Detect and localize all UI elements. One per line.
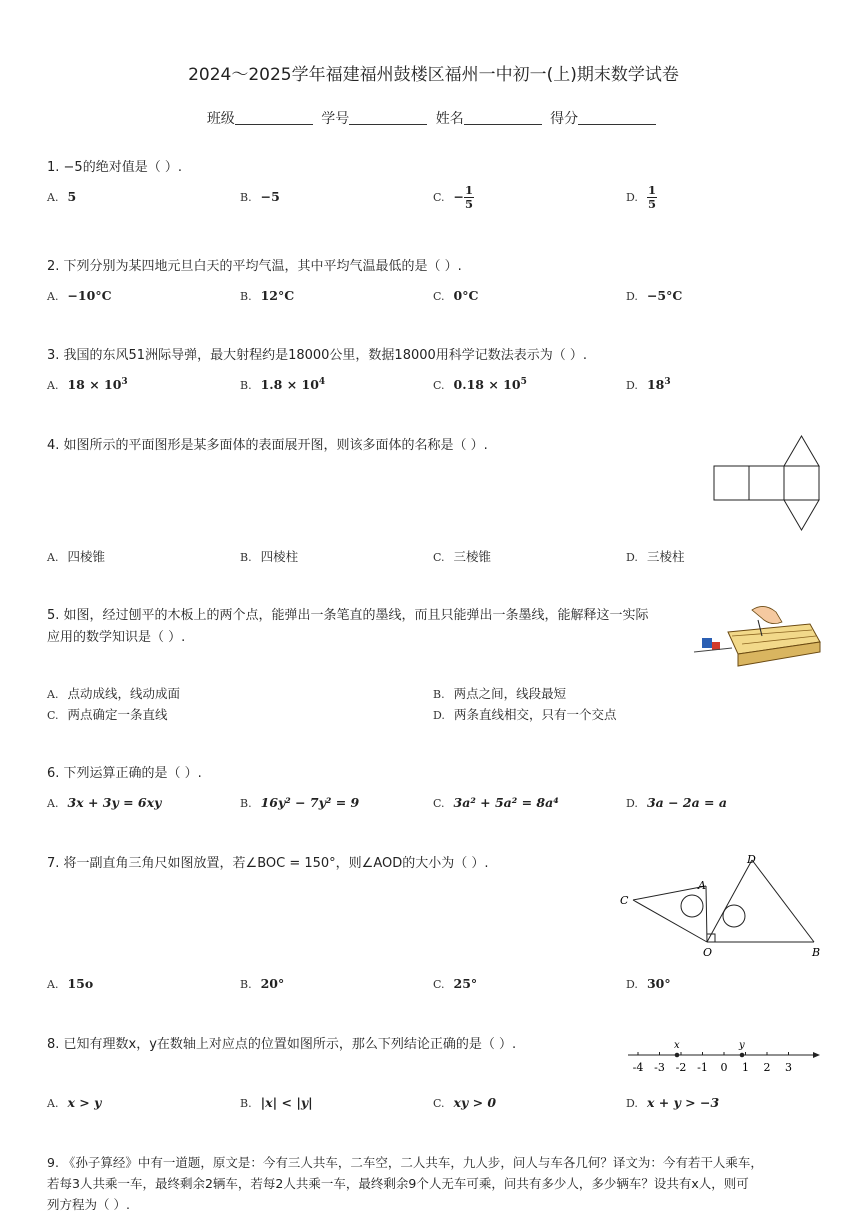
q5-option-a[interactable]: A. 点动成线，线动成面 xyxy=(47,686,180,701)
q1-option-d[interactable]: D. $\frac{1}{5}$ xyxy=(626,183,656,211)
tick-label: 2 xyxy=(763,1061,771,1074)
net-face-2 xyxy=(749,466,784,500)
q6-option-d[interactable]: D. 3a − 2a = a xyxy=(626,795,727,810)
id-label: 学号 xyxy=(321,111,350,127)
q4-stem: 4. 如图所示的平面图形是某多面体的表面展开图，则该多面体的名称是（ ）. xyxy=(47,438,488,453)
q8-option-c[interactable]: C. xy > 0 xyxy=(433,1095,497,1110)
student-info xyxy=(0,108,867,128)
label-b: B xyxy=(812,946,821,959)
q6-option-a[interactable]: A. 3x + 3y = 6xy xyxy=(47,795,162,810)
point-x xyxy=(675,1053,680,1058)
tick-label: 3 xyxy=(785,1061,792,1074)
q9-stem-line1: 9. 《孙子算经》中有一道题，原文是：今有三人共车，二车空，二人共车，九人步，问人与车各几何？译文为：今有若干人乘车， xyxy=(47,1155,763,1170)
q7-option-a[interactable]: A. 15o xyxy=(47,976,94,991)
q2-option-c[interactable]: C. 0°C xyxy=(433,288,479,303)
q1-option-c[interactable]: C. − $\frac{1}{5}$ xyxy=(433,183,474,211)
id-blank[interactable] xyxy=(349,110,427,125)
tick-label: 0 xyxy=(720,1061,728,1074)
q2-option-a[interactable]: A. −10°C xyxy=(47,288,112,303)
q6-option-c[interactable]: C. 3a² + 5a² = 8a⁴ xyxy=(433,795,559,810)
q3-option-d[interactable]: D. $18^3$ xyxy=(626,377,671,393)
tick-label: -4 xyxy=(632,1061,644,1074)
label-a: A xyxy=(698,879,706,892)
exam-title: 2024～2025学年福建福州鼓楼区福州一中初一(上)期末数学试卷 xyxy=(188,65,679,85)
q8-number-line-figure xyxy=(624,1036,824,1076)
q2-stem: 2. 下列分别为某四地元旦白天的平均气温，其中平均气温最低的是（ ）. xyxy=(47,259,462,274)
name-label: 姓名 xyxy=(435,111,464,127)
q3-stem: 3. 我国的东风51洲际导弹，最大射程约是18000公里，数据18000用科学记数法表示为（ ）. xyxy=(47,348,588,363)
q5-stem-line2: 应用的数学知识是（ ）. xyxy=(47,630,186,645)
label-o: O xyxy=(703,946,713,959)
q3-option-a[interactable]: A. $18 \times 10^3$ xyxy=(47,377,128,393)
q4-net-figure xyxy=(708,432,828,536)
q1-option-a[interactable]: A. 5 xyxy=(47,189,77,204)
net-bottom-triangle xyxy=(784,500,819,530)
class-label: 班级 xyxy=(206,111,235,127)
q5-wood-board-illustration xyxy=(692,602,826,668)
q8-option-a[interactable]: A. x > y xyxy=(47,1095,102,1110)
q5-option-c[interactable]: C. 两点确定一条直线 xyxy=(47,707,168,722)
q8-stem: 8. 已知有理数x，y在数轴上对应点的位置如图所示，那么下列结论正确的是（ ）. xyxy=(47,1037,517,1052)
q5-stem-line1: 5. 如图，经过刨平的木板上的两个点，能弹出一条笔直的墨线，而且只能弹出一条墨线，能解释这一实际 xyxy=(47,608,649,623)
q7-triangle-rulers-figure xyxy=(616,850,826,962)
score-label: 得分 xyxy=(550,111,579,127)
q6-option-b[interactable]: B. 16y² − 7y² = 9 xyxy=(240,795,360,810)
q2-option-d[interactable]: D. −5°C xyxy=(626,288,683,303)
label-c: C xyxy=(620,894,629,907)
q9-stem-line2: 若每3人共乘一车，最终剩余2辆车，若每2人共乘一车，最终剩余9个人无车可乘，问共有多少人，多少辆车？设共有x人，则可 xyxy=(47,1176,749,1191)
q4-option-d[interactable]: D. 三棱柱 xyxy=(626,549,685,564)
q4-option-c[interactable]: C. 三棱锥 xyxy=(433,549,492,564)
q7-option-c[interactable]: C. 25° xyxy=(433,976,478,991)
tick-label: -3 xyxy=(654,1061,665,1074)
label-y: y xyxy=(739,1040,745,1051)
q2-option-b[interactable]: B. 12°C xyxy=(240,288,295,303)
tick-label: 1 xyxy=(742,1061,749,1074)
class-blank[interactable] xyxy=(235,110,313,125)
q7-option-b[interactable]: B. 20° xyxy=(240,976,285,991)
q8-option-b[interactable]: B. |x| < |y| xyxy=(240,1095,313,1110)
score-blank[interactable] xyxy=(578,110,656,125)
name-blank[interactable] xyxy=(464,110,542,125)
label-d: D xyxy=(747,853,756,866)
label-x: x xyxy=(674,1040,680,1051)
q7-option-d[interactable]: D. 30° xyxy=(626,976,671,991)
net-top-triangle xyxy=(784,436,819,466)
tick-label: -1 xyxy=(697,1061,708,1074)
q3-option-b[interactable]: B. $1.8 \times 10^4$ xyxy=(240,377,326,393)
net-face-1 xyxy=(714,466,749,500)
q4-option-b[interactable]: B. 四棱柱 xyxy=(240,549,299,564)
q1-stem: 1. −5的绝对值是（ ）. xyxy=(47,160,182,175)
q6-stem: 6. 下列运算正确的是（ ）. xyxy=(47,766,202,781)
q8-option-d[interactable]: D. x + y > −3 xyxy=(626,1095,720,1110)
tick-label: -2 xyxy=(675,1061,687,1074)
net-face-3 xyxy=(784,466,819,500)
point-y xyxy=(740,1053,745,1058)
q1-option-b[interactable]: B. −5 xyxy=(240,189,280,204)
q3-option-c[interactable]: C. $0.18 \times 10^5$ xyxy=(433,377,527,393)
q5-option-b[interactable]: B. 两点之间，线段最短 xyxy=(433,686,567,701)
q9-stem-line3: 列方程为（ ）. xyxy=(47,1197,130,1212)
q5-option-d[interactable]: D. 两条直线相交，只有一个交点 xyxy=(433,707,617,722)
q7-stem: 7. 将一副直角三角尺如图放置，若∠BOC = 150°，则∠AOD的大小为（ ）. xyxy=(47,856,489,871)
q4-option-a[interactable]: A. 四棱锥 xyxy=(47,549,105,564)
